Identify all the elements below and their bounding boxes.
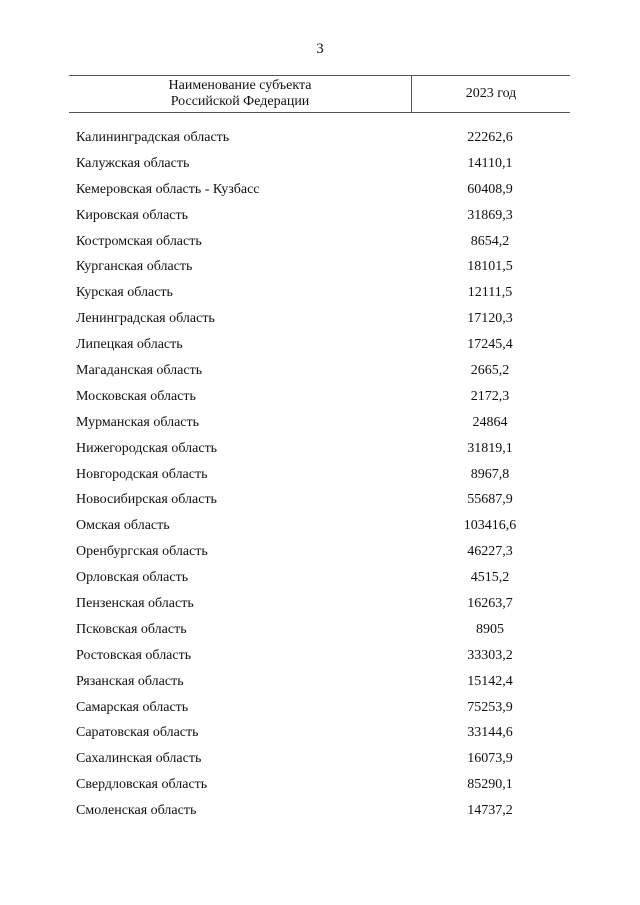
value-2023-cell: 8654,2	[470, 233, 510, 249]
region-name-cell: Свердловская область	[76, 777, 208, 793]
value-2023-cell: 33303,2	[467, 647, 513, 663]
region-name-cell: Костромская область	[76, 233, 202, 249]
region-name-cell: Псковская область	[76, 621, 187, 637]
value-2023-cell: 8967,8	[470, 466, 510, 482]
value-2023-cell: 14110,1	[467, 155, 513, 171]
table-row	[69, 487, 570, 513]
header-region-name	[69, 76, 412, 112]
value-2023-cell: 12111,5	[467, 285, 513, 301]
value-2023-cell: 103416,6	[463, 518, 517, 534]
region-name-cell: Новосибирская область	[76, 492, 217, 508]
region-name-cell: Рязанская область	[76, 673, 184, 689]
value-2023-cell: 60408,9	[467, 181, 513, 197]
value-2023-cell: 17120,3	[467, 311, 513, 327]
region-name-cell: Нижегородская область	[76, 440, 218, 456]
table-row	[69, 384, 570, 410]
table-row	[69, 229, 570, 255]
header-region-name-line2: Российской Федерации	[170, 94, 310, 109]
table-row	[69, 203, 570, 229]
region-name-cell: Магаданская область	[76, 362, 203, 378]
region-name-cell: Орловская область	[76, 570, 189, 586]
value-2023-cell: 18101,5	[467, 259, 513, 275]
region-name-cell: Смоленская область	[76, 803, 197, 819]
table-header	[69, 75, 570, 113]
region-name-cell: Липецкая область	[76, 337, 183, 353]
value-2023-cell: 75253,9	[467, 699, 513, 715]
table-row	[69, 358, 570, 384]
value-2023-cell: 8905	[476, 621, 504, 637]
value-2023-cell: 17245,4	[467, 337, 513, 353]
value-2023-cell: 2172,3	[470, 388, 510, 404]
region-name-cell: Калужская область	[76, 155, 190, 171]
region-name-cell: Мурманская область	[76, 414, 200, 430]
table-row	[69, 617, 570, 643]
table-row	[69, 746, 570, 772]
header-year: 2023 год	[465, 86, 517, 101]
value-2023-cell: 46227,3	[467, 544, 513, 560]
table-row	[69, 669, 570, 695]
region-name-cell: Самарская область	[76, 699, 189, 715]
region-name-cell: Ростовская область	[76, 647, 192, 663]
region-name-cell: Пензенская область	[76, 595, 194, 611]
region-name-cell: Кировская область	[76, 207, 189, 223]
region-name-cell: Курганская область	[76, 259, 193, 275]
value-2023-cell: 24864	[472, 414, 508, 430]
table-row	[69, 436, 570, 462]
region-name-cell: Новгородская область	[76, 466, 208, 482]
region-name-cell: Саратовская область	[76, 725, 199, 741]
value-2023-cell: 31869,3	[467, 207, 513, 223]
page-number: 3	[316, 41, 324, 57]
value-2023-cell: 85290,1	[467, 777, 513, 793]
value-2023-cell: 14737,2	[467, 803, 513, 819]
region-name-cell: Московская область	[76, 388, 196, 404]
region-name-cell: Оренбургская область	[76, 544, 208, 560]
region-name-cell: Кемеровская область - Кузбасс	[76, 181, 260, 197]
table-row	[69, 177, 570, 203]
table-row	[69, 332, 570, 358]
table-row	[69, 254, 570, 280]
value-2023-cell: 31819,1	[467, 440, 513, 456]
table-row	[69, 798, 570, 824]
value-2023-cell: 2665,2	[470, 362, 510, 378]
value-2023-cell: 55687,9	[467, 492, 513, 508]
region-name-cell: Омская область	[76, 518, 170, 534]
value-2023-cell: 4515,2	[470, 570, 510, 586]
table-row	[69, 695, 570, 721]
table-row	[69, 410, 570, 436]
value-2023-cell: 33144,6	[467, 725, 513, 741]
region-name-cell: Ленинградская область	[76, 311, 215, 327]
table-row	[69, 772, 570, 798]
region-name-cell: Калининградская область	[76, 129, 230, 145]
value-2023-cell: 15142,4	[467, 673, 513, 689]
value-2023-cell: 22262,6	[467, 129, 513, 145]
table-row	[69, 280, 570, 306]
regions-table	[69, 75, 570, 819]
table-row	[69, 720, 570, 746]
region-name-cell: Курская область	[76, 285, 173, 301]
table-row	[69, 306, 570, 332]
table-row	[69, 462, 570, 488]
table-row	[69, 125, 570, 151]
table-row	[69, 513, 570, 539]
table-body	[69, 125, 570, 824]
header-region-name-line1: Наименование субъекта	[168, 78, 312, 93]
region-name-cell: Сахалинская область	[76, 751, 202, 767]
table-row	[69, 643, 570, 669]
table-row	[69, 539, 570, 565]
value-2023-cell: 16073,9	[467, 751, 513, 767]
table-row	[69, 591, 570, 617]
table-row	[69, 565, 570, 591]
value-2023-cell: 16263,7	[467, 595, 513, 611]
table-row	[69, 151, 570, 177]
